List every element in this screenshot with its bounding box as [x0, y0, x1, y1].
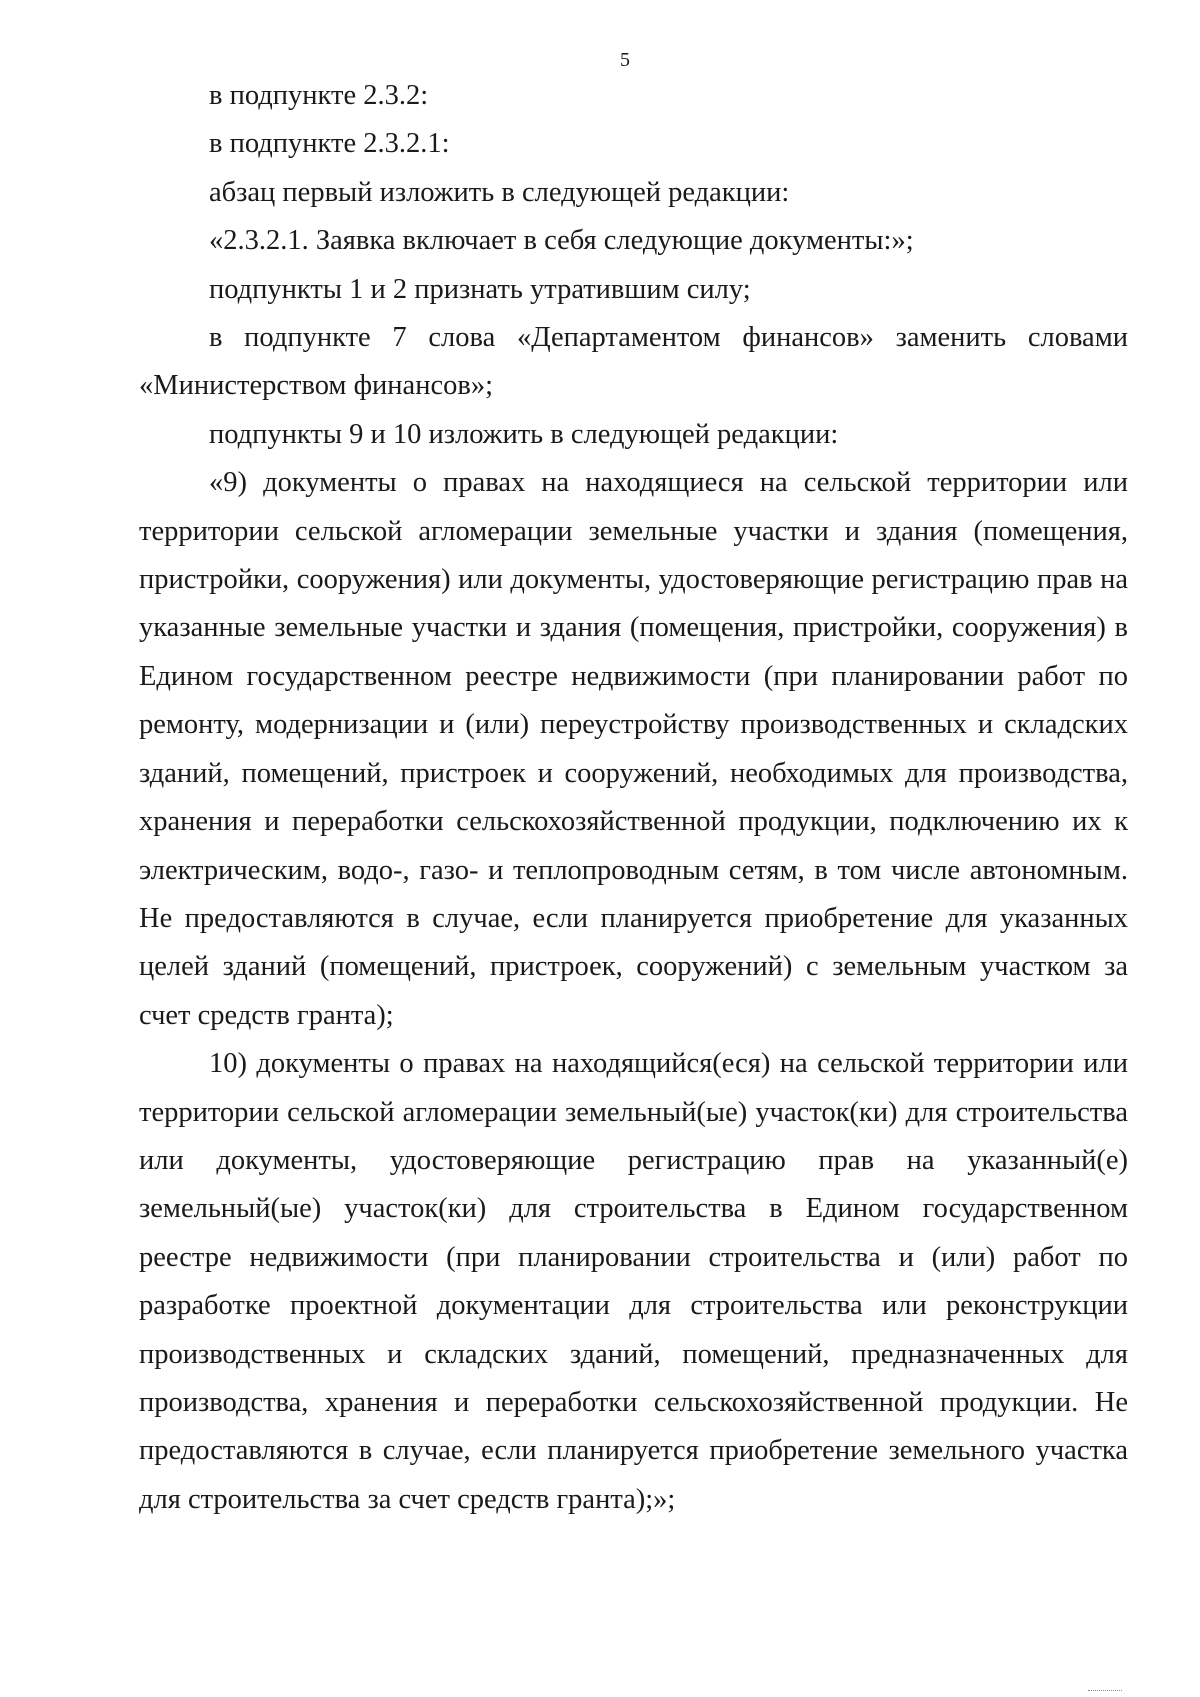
- paragraph-subclause-7-replacement: в подпункте 7 слова «Департаментом финансов» заменить словами «Министерством финансов»;: [139, 322, 1128, 402]
- paragraph-item-9: «9) документы о правах на находящиеся на сельской территории или территории сельской агломерации земельные участки и здания (помещения, пристройки, сооружения) или документы, удостоверяющие регистрацию прав на указанные земельные участки и здания (помещения, пристройки, сооружения) в Едином государственном реестре недвижимости (при планировании работ по ремонту, модернизации и (или) переустройству производственных и складских зданий, помещений, пристроек и сооружений, необходимых для производства, хранения и переработки сельскохозяйственной продукции, подключению их к электрическим, водо-, газо- и теплопроводным сетям, в том числе автономным. Не предоставляются в случае, если планируется приобретение для указанных целей зданий (помещений, пристроек, сооружений) с земельным участком за счет средств гранта);: [139, 467, 1128, 1031]
- paragraph-new-wording-2-3-2-1: «2.3.2.1. Заявка включает в себя следующие документы:»;: [209, 225, 914, 257]
- paragraph-item-10: 10) документы о правах на находящийся(еся) на сельской территории или территории сельской агломерации земельный(ые) участок(ки) для строительства или документы, удостоверяющие регистрацию прав на указанный(е) земельный(ые) участок(ки) для строительства в Едином государственном реестре недвижимости (при планировании строительства и (или) работ по разработке проектной документации для строительства или реконструкции производственных и складских зданий, помещений, предназначенных для производства, хранения и переработки сельскохозяйственной продукции. Не предоставляются в случае, если планируется приобретение земельного участка для строительства за счет средств гранта);»;: [139, 1048, 1128, 1515]
- paragraph-subclauses-9-10-instruction: подпункты 9 и 10 изложить в следующей редакции:: [209, 418, 839, 450]
- document-body: [139, 72, 1128, 1524]
- paragraph-first-abzac-instruction: абзац первый изложить в следующей редакции:: [209, 176, 790, 208]
- paragraph-subclauses-1-2-repealed: подпункты 1 и 2 признать утратившим силу;: [209, 273, 751, 305]
- paragraph-subclause-2-3-2-1: в подпункте 2.3.2.1:: [209, 128, 450, 160]
- paragraph-subclause-2-3-2: в подпункте 2.3.2:: [209, 80, 429, 111]
- scan-artifact: [1088, 1690, 1122, 1695]
- page-number: 5: [620, 49, 630, 71]
